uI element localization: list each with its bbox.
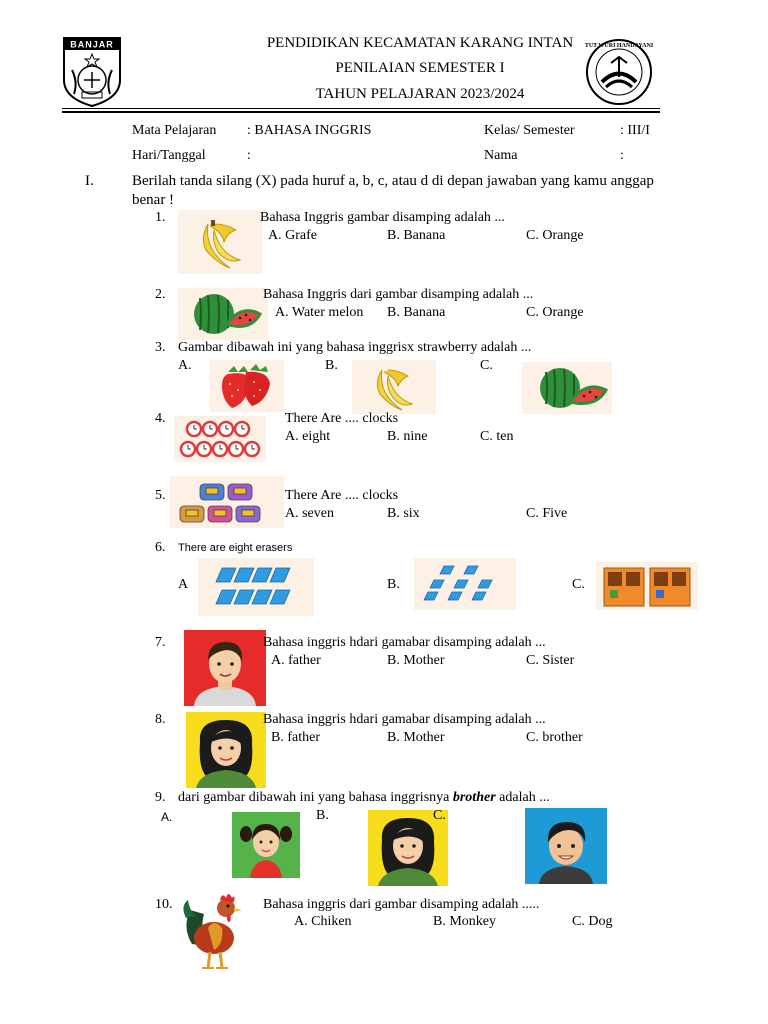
q6-text: There are eight erasers [178,542,293,554]
q8-number: 8. [155,712,166,727]
q8-option-a[interactable]: B. father [271,730,320,745]
boy-icon [525,808,607,884]
header-line-3: TAHUN PELAJARAN 2023/2024 [315,86,525,102]
subject-value: : BAHASA INGGRIS [247,123,372,138]
q5-option-b[interactable]: B. six [387,506,420,521]
q2-option-b[interactable]: B. Banana [387,305,446,320]
q3-number: 3. [155,340,166,355]
q8-option-c[interactable]: C. brother [526,730,583,745]
q5-option-a[interactable]: A. seven [285,506,334,521]
banana-icon [352,360,436,414]
q3-option-b[interactable]: B. [325,358,338,373]
q7-option-a[interactable]: A. father [271,653,321,668]
q9-option-a[interactable]: A. [161,810,173,824]
header-divider [62,108,660,109]
q4-text: There Are .... clocks [285,411,399,426]
day-value: : [247,148,251,163]
q3-option-c[interactable]: C. [480,358,493,373]
watermelon-icon [522,362,612,414]
watermelon-icon [178,288,268,340]
class-label: Kelas/ Semester [484,123,575,138]
tut-wuri-logo-text: TUT WURI HANDAYANI [584,43,654,49]
rooster-icon [178,888,250,974]
q4-option-a[interactable]: A. eight [285,429,331,444]
q9-text-bold: brother [452,790,496,805]
q7-option-b[interactable]: B. Mother [387,653,445,668]
name-label: Nama [484,148,518,163]
q6-option-b[interactable]: B. [387,577,400,592]
q5-text: There Are .... clocks [285,488,399,503]
q7-option-c[interactable]: C. Sister [526,653,575,668]
erasers-icon [198,558,314,616]
q9-text-after: adalah ... [495,790,550,805]
q9-text [178,790,550,806]
class-value: : III/I [620,123,650,138]
q10-text: Bahasa inggris dari gambar disamping adalah ..... [263,897,540,912]
erasers-icon [414,558,516,610]
q7-text: Bahasa inggris hdari gamabar disamping adalah ... [263,635,546,650]
q4-option-c[interactable]: C. ten [480,429,514,444]
section-number: I. [85,173,94,189]
instruction-line-1: Berilah tanda silang (X) pada huruf a, b, c, atau d di depan jawaban yang kamu anggap [132,173,654,189]
banana-icon [178,210,262,274]
q10-option-b[interactable]: B. Monkey [433,914,496,929]
q2-text: Bahasa Inggris dari gambar disamping adalah ... [263,287,534,302]
q9-option-c[interactable]: C. [433,808,446,823]
tut-wuri-logo [584,35,654,109]
clocks-icon [174,416,266,462]
q10-option-c[interactable]: C. Dog [572,914,613,929]
header-line-1: PENDIDIKAN KECAMATAN KARANG INTAN [266,35,574,51]
father-icon [184,630,266,706]
q6-option-a[interactable]: A [178,577,189,592]
q9-option-b[interactable]: B. [316,808,329,823]
cabinets-icon [596,562,698,610]
q10-option-a[interactable]: A. Chiken [294,914,352,929]
bags-icon [170,476,284,528]
q5-number: 5. [155,488,166,503]
q1-number: 1. [155,210,166,225]
q6-number: 6. [155,540,166,555]
q1-option-a[interactable]: A. Grafe [268,228,317,243]
q7-number: 7. [155,635,166,650]
q1-option-b[interactable]: B. Banana [387,228,446,243]
q1-option-c[interactable]: C. Orange [526,228,584,243]
q9-text-before: dari gambar dibawah ini yang bahasa inggrisnya [178,790,453,805]
q6-option-c[interactable]: C. [572,577,585,592]
q3-text: Gambar dibawah ini yang bahasa inggrisx strawberry adalah ... [178,340,532,355]
q4-option-b[interactable]: B. nine [387,429,428,444]
q10-number: 10. [155,897,173,912]
header-line-2: PENILAIAN SEMESTER I [335,60,505,76]
header-divider-thick [62,111,660,113]
q2-option-a[interactable]: A. Water melon [275,305,364,320]
q3-option-a[interactable]: A. [178,358,192,373]
mother-icon [186,712,266,788]
q1-text: Bahasa Inggris gambar disamping adalah ... [260,210,505,225]
q8-option-b[interactable]: B. Mother [387,730,445,745]
subject-label: Mata Pelajaran [132,123,217,138]
instruction-line-2: benar ! [132,192,175,208]
banjar-logo-text: BANJAR [70,39,114,50]
q5-option-c[interactable]: C. Five [526,506,568,521]
q4-number: 4. [155,411,166,426]
girl-icon [232,812,300,878]
day-label: Hari/Tanggal [132,148,206,163]
q9-number: 9. [155,790,166,805]
q2-number: 2. [155,287,166,302]
banjar-logo [62,36,122,108]
q8-text: Bahasa inggris hdari gamabar disamping adalah ... [263,712,546,727]
name-value: : [620,148,624,163]
q2-option-c[interactable]: C. Orange [526,305,584,320]
strawberry-icon [210,360,284,412]
